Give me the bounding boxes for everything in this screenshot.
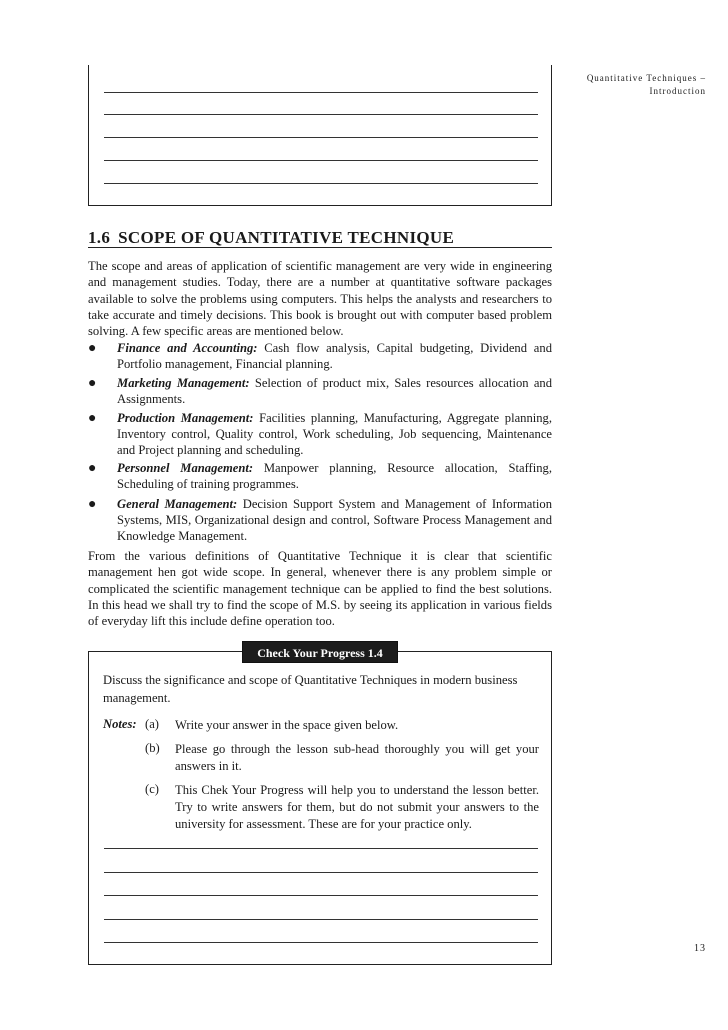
- bullet-term: General Management:: [117, 497, 238, 511]
- bullet-icon: ●: [88, 341, 97, 356]
- bullet-term: Finance and Accounting:: [117, 341, 258, 355]
- top-answer-box: [88, 65, 552, 206]
- note-text: Please go through the lesson sub-head thoroughly you will get your answers in it.: [175, 742, 539, 773]
- bullet-term: Marketing Management:: [117, 376, 250, 390]
- check-progress-title: Check Your Progress 1.4: [242, 641, 398, 663]
- bullet-term: Personnel Management:: [117, 461, 254, 475]
- bullet-icon: ●: [88, 376, 97, 391]
- answer-line: [104, 942, 538, 943]
- page-number: 13: [694, 943, 706, 954]
- answer-line: [104, 160, 538, 161]
- closing-paragraph: From the various definitions of Quantitative Technique it is clear that scientific management hen got wide scope. In general, whenever there is any problem simple or complicated the scientific management technique can be applied to find the best solutions. In this head we shall try to find the scope of M.S. by seeing its application in various fields of everyday lift this include define operation too.: [88, 549, 552, 629]
- bullet-text: Facilities planning, Manufacturing, Aggregate planning, Inventory control, Quality control, Work scheduling, Job sequencing, Maintenance and Project planning and scheduling.: [117, 411, 552, 457]
- answer-line: [104, 872, 538, 873]
- bullet-icon: ●: [88, 411, 97, 426]
- intro-paragraph: The scope and areas of application of scientific management are very wide in engineering and management studies. Today, there are a number at quantitative software packages available to solve the problems using computers. This helps the analysts and researchers to take accurate and timely decisions. This book is brought out with computer based problem solving. A few specific areas are mentioned below.: [88, 259, 552, 339]
- note-mark: (c): [145, 782, 159, 796]
- note-text: Write your answer in the space given below.: [175, 718, 399, 732]
- margin-header: Quantitative Techniques – Introduction: [586, 73, 706, 96]
- question-text: Discuss the significance and scope of Quantitative Techniques in modern business management.: [103, 673, 518, 705]
- note-text: This Chek Your Progress will help you to understand the lesson better. Try to write answers for them, but do not submit your answers to the university for assessment. These are for your practice only.: [175, 783, 539, 831]
- note-mark: (a): [145, 717, 159, 731]
- notes-label: Notes:: [103, 717, 137, 731]
- bullet-text: Selection of product mix, Sales resources allocation and Assignments.: [117, 376, 553, 406]
- bullet-icon: ●: [88, 497, 97, 512]
- answer-line: [104, 137, 538, 138]
- bullet-text: Decision Support System and Management of Information Systems, MIS, Organizational design and control, Software Process Management and Knowledge Management.: [117, 497, 552, 543]
- answer-line: [104, 848, 538, 849]
- bullet-icon: ●: [88, 461, 97, 476]
- bullet-text: Cash flow analysis, Capital budgeting, Dividend and Portfolio management, Financial planning.: [117, 341, 552, 371]
- section-heading: [88, 229, 552, 248]
- answer-line: [104, 183, 538, 184]
- note-mark: (b): [145, 741, 160, 755]
- answer-line: [104, 919, 538, 920]
- answer-line: [104, 92, 538, 93]
- bullet-text: Manpower planning, Resource allocation, Staffing, Scheduling of training programmes.: [117, 461, 552, 491]
- answer-line: [104, 895, 538, 896]
- bullet-term: Production Management:: [117, 411, 254, 425]
- answer-line: [104, 114, 538, 115]
- section-title: SCOPE OF QUANTITATIVE TECHNIQUE: [118, 228, 455, 247]
- section-number: 1.6: [88, 228, 111, 247]
